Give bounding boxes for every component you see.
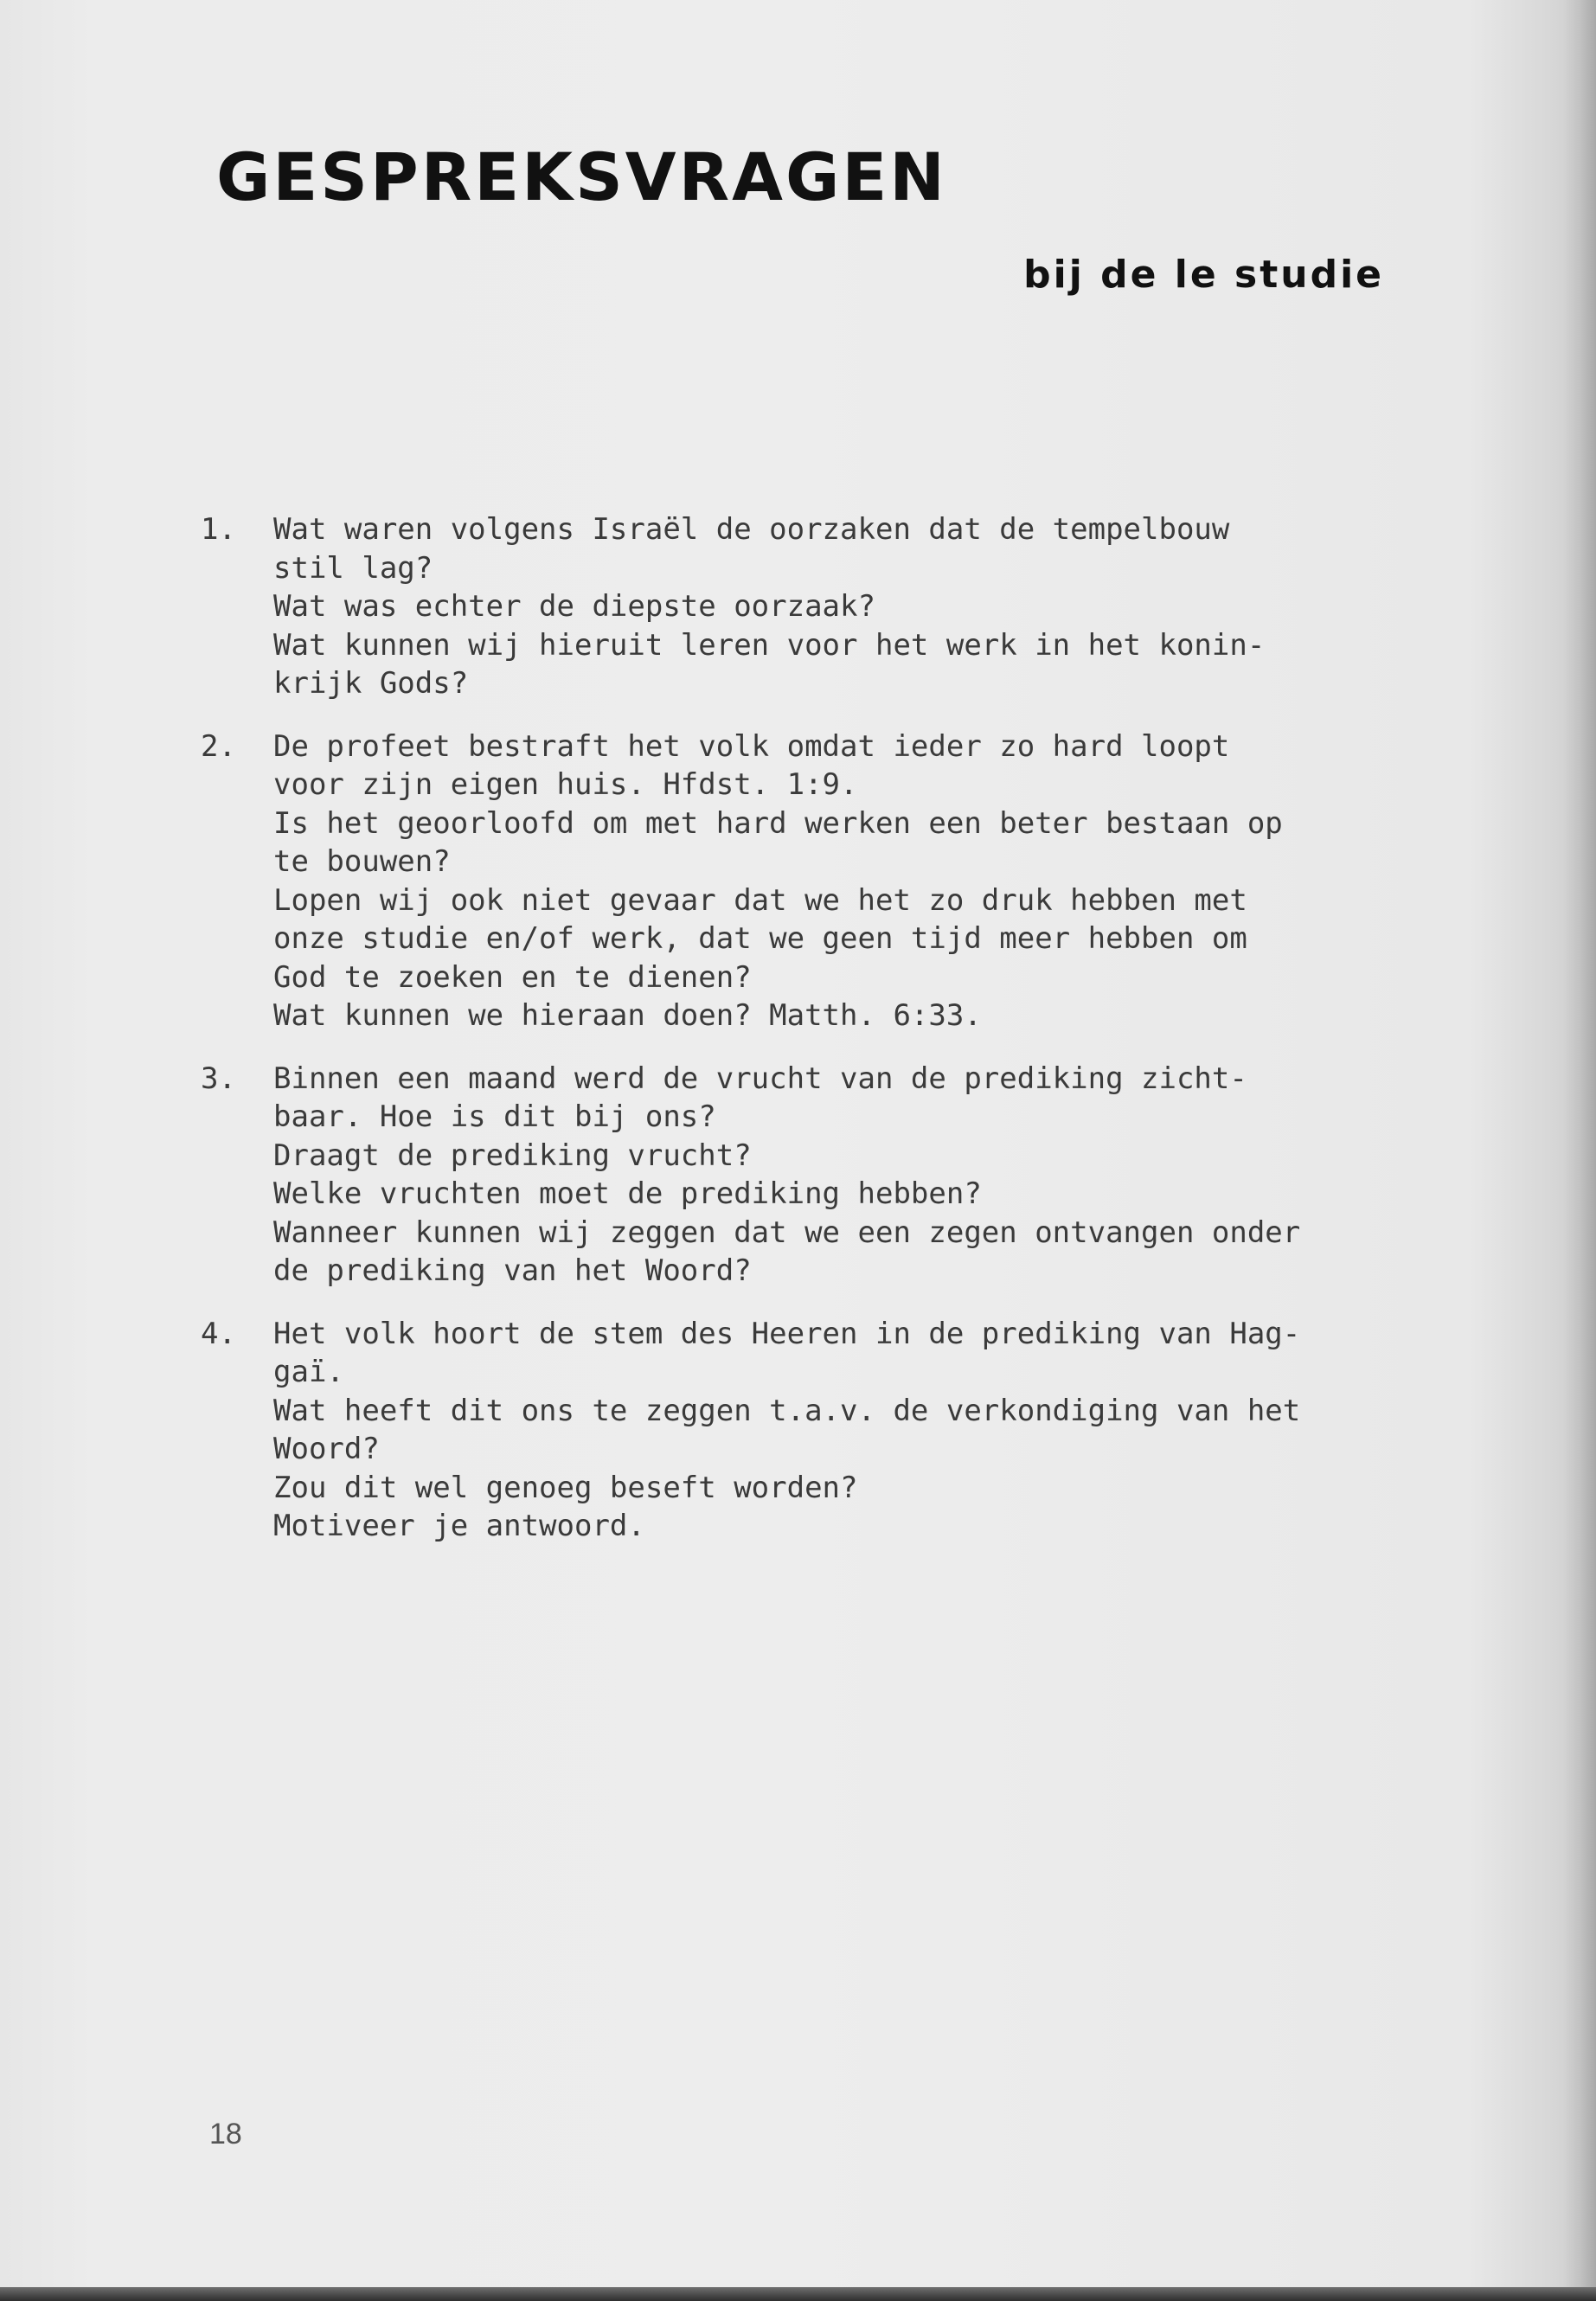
question-text [273,510,1455,703]
question-number: 1. [201,512,236,547]
question-line: Zou dit wel genoeg beseft worden? [273,1470,858,1505]
question-line: De profeet bestraft het volk omdat ieder zo hard loopt [273,728,1230,764]
question-line: baar. Hoe is dit bij ons? [273,1099,716,1134]
question-line: Motiveer je antwoord. [273,1509,645,1543]
question-item [201,727,1455,1035]
question-line: stil lag? [273,550,433,586]
question-line: voor zijn eigen huis. Hfdst. 1:9. [273,767,858,802]
question-line: de prediking van het Woord? [273,1253,752,1288]
question-line: Binnen een maand werd de vrucht van de prediking zicht- [273,1061,1247,1096]
question-item [201,1315,1455,1546]
question-line: gaï. [273,1355,344,1389]
question-number: 2. [201,728,236,764]
page-number: 18 [209,2118,242,2150]
question-text [273,727,1455,1035]
question-line: onze studie en/of werk, dat we geen tijd meer hebben om [273,921,1247,956]
page-title: GESPREKSVRAGEN [216,138,947,215]
question-line: Wat heeft dit ons te zeggen t.a.v. de verkondiging van het [273,1393,1301,1428]
question-text [273,1060,1455,1291]
question-item [201,1060,1455,1291]
question-line: Wat kunnen wij hieruit leren voor het werk in het konin- [273,627,1266,663]
question-line: krijk Gods? [273,666,469,701]
page-subtitle: bij de le studie [1023,253,1384,297]
question-line: Wat waren volgens Israël de oorzaken dat de tempelbouw [273,512,1230,547]
question-number: 3. [201,1061,236,1096]
question-text [273,1315,1455,1546]
question-line: Het volk hoort de stem des Heeren in de prediking van Hag- [273,1316,1301,1351]
question-line: Woord? [273,1432,380,1466]
question-number: 4. [201,1316,236,1351]
question-list [201,510,1455,1570]
question-line: Is het geoorloofd om met hard werken een beter bestaan op [273,805,1283,841]
page-bottom-edge [0,2287,1596,2301]
question-line: Wanneer kunnen wij zeggen dat we een zegen ontvangen onder [273,1215,1301,1250]
question-item [201,510,1455,703]
question-line: Draagt de prediking vrucht? [273,1138,752,1173]
question-line: Welke vruchten moet de prediking hebben? [273,1176,982,1211]
question-line: Wat was echter de diepste oorzaak? [273,589,875,624]
question-line: God te zoeken en te dienen? [273,959,752,995]
book-spine-shadow [1563,0,1596,2301]
question-line: Wat kunnen we hieraan doen? Matth. 6:33. [273,998,982,1033]
question-line: te bouwen? [273,844,451,879]
question-line: Lopen wij ook niet gevaar dat we het zo druk hebben met [273,882,1247,918]
